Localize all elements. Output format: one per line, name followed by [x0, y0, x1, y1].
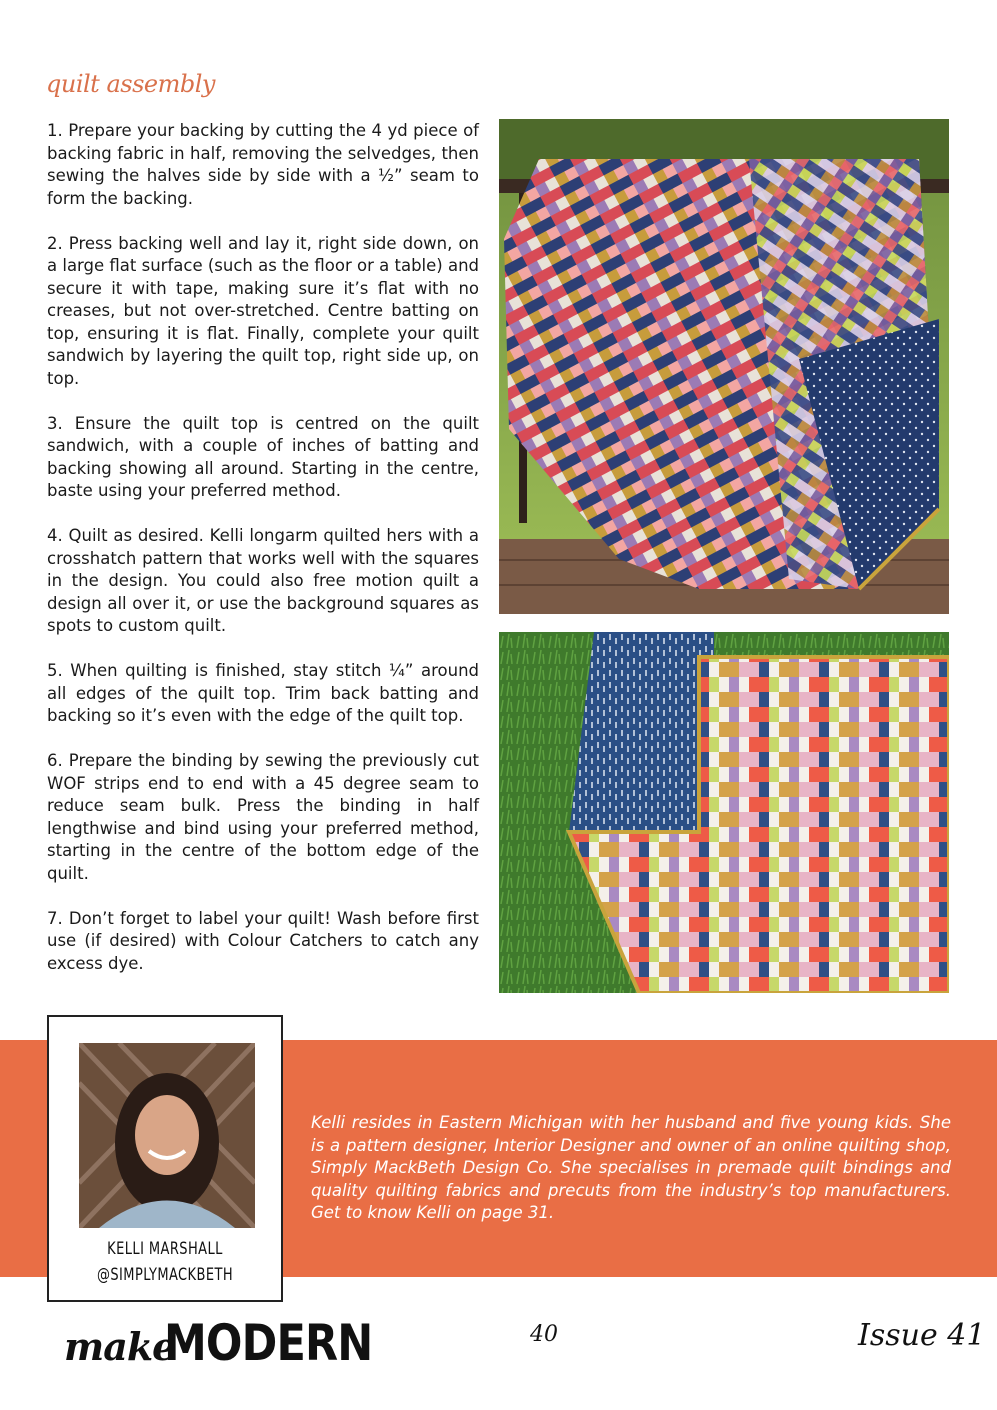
step-4: 4. Quilt as desired. Kelli longarm quilted hers with a crosshatch pattern that works well with the squares in the design. You could also free motion quilt a design all over it, or use the background squares as spots to custom quilt. — [47, 526, 479, 635]
step-3: 3. Ensure the quilt top is centred on the quilt sandwich, with a couple of inches of batting and backing showing all around. Starting in the centre, baste using your preferred method. — [47, 413, 479, 500]
step-7: 7. Don’t forget to label your quilt! Wash before first use (if desired) with Colour Catchers to catch any excess dye. — [47, 908, 479, 973]
author-card — [47, 1015, 283, 1302]
logo-make-text: make — [64, 1324, 176, 1369]
logo-modern-text: MODERN — [164, 1314, 373, 1372]
issue-label: Issue 41 — [858, 1318, 986, 1353]
author-bio: Kelli resides in Eastern Michigan with her husband and five young kids. She is a pattern designer, Interior Designer and owner of an online quilting shop, Simply MackBeth Design Co. She specialises in premade quilt bindings and quality quilting fabrics and precuts from the industry’s top manufacturers. Get to know Kelli on page 31. — [311, 1113, 951, 1223]
author-portrait — [79, 1043, 255, 1228]
section-title: quilt assembly — [46, 70, 215, 98]
assembly-steps — [47, 120, 479, 998]
author-handle: @SIMPLYMACKBETH — [96, 1265, 234, 1285]
step-5: 5. When quilting is finished, stay stitch ¼” around all edges of the quilt top. Trim back batting and backing so it’s even with the edge of the quilt top. — [47, 661, 479, 725]
step-1: 1. Prepare your backing by cutting the 4 yd piece of backing fabric in half, removing the selvedges, then sewing the halves side by side with a ½” seam to form the backing. — [47, 121, 479, 208]
step-6: 6. Prepare the binding by sewing the previously cut WOF strips end to end with a 45 degree seam to reduce seam bulk. Press the binding in half lengthwise and bind using your preferred method, starting in the centre of the bottom edge of the quilt. — [47, 751, 479, 883]
step-2: 2. Press backing well and lay it, right side down, on a large flat surface (such as the floor or a table) and secure it with tape, making sure it’s flat with no creases, but not over-stretched. Centre batting on top, ensuring it is flat. Finally, complete your quilt sandwich by layering the quilt top, right side up, on top. — [47, 233, 480, 388]
author-name: KELLI MARSHALL — [107, 1239, 223, 1259]
quilt-on-grass-photo — [499, 632, 949, 993]
quilt-on-railing-photo — [499, 119, 949, 614]
make-modern-logo — [64, 1310, 373, 1378]
page-number: 40 — [530, 1322, 558, 1347]
